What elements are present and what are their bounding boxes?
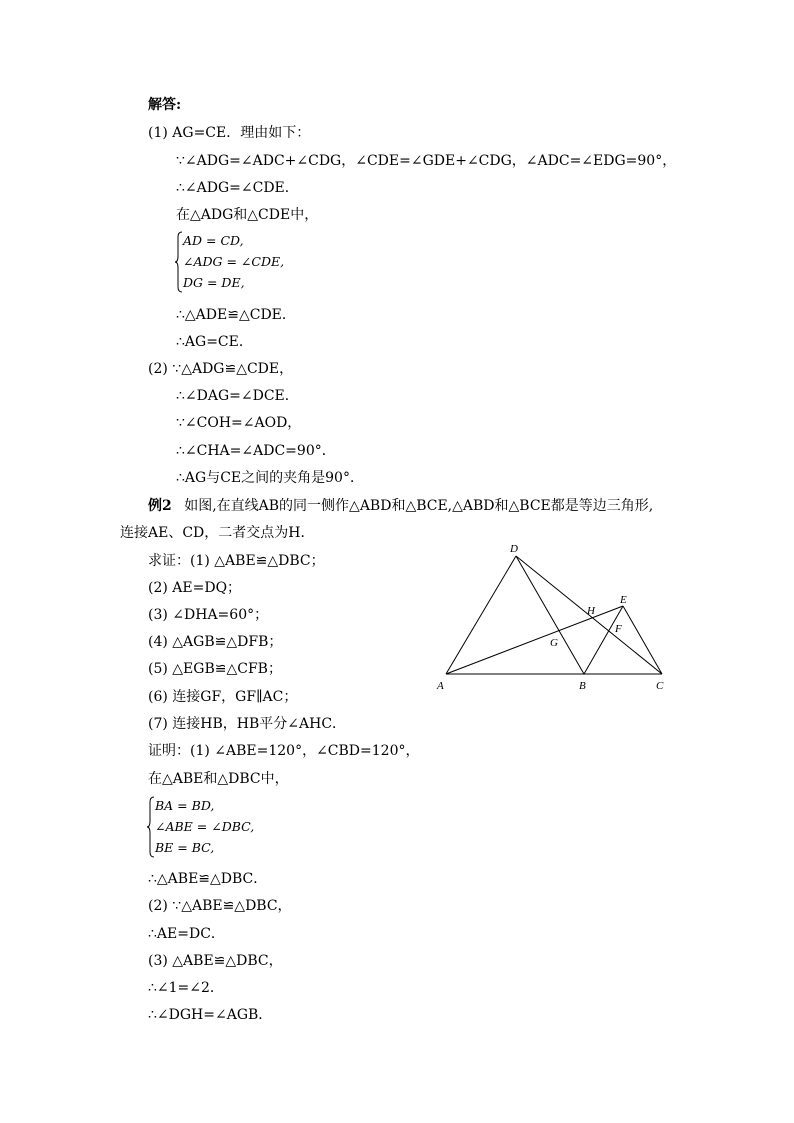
- part2-line4: ∴∠CHA=∠ADC=90°．: [176, 443, 336, 459]
- claim-item-5: (5) △EGB≌△CFB；: [148, 661, 282, 677]
- part2-line1: (2) ∵△ADG≌△CDE，: [148, 361, 294, 377]
- claim-item-3: (3) ∠DHA=60°；: [148, 607, 269, 623]
- proof-line5: ∴AE=DC．: [148, 926, 225, 942]
- claim-item-2: (2) AE=DQ；: [148, 580, 242, 596]
- point-label-C: C: [656, 680, 664, 692]
- part1-line3: ∴∠ADG=∠CDE．: [176, 180, 299, 196]
- point-label-E: E: [620, 594, 627, 606]
- part1-line1: (1) AG=CE．理由如下：: [148, 125, 311, 141]
- claim-item-7: (7) 连接HB，HB平分∠AHC．: [148, 716, 347, 732]
- geometry-figure: [430, 536, 680, 696]
- part1-line2: ∵∠ADG=∠ADC+∠CDG，∠CDE=∠GDE+∠CDG，∠ADC=∠EDG=90°，: [176, 153, 677, 169]
- point-label-H: H: [587, 605, 595, 617]
- part2-line5: ∴AG与CE之间的夹角是90°．: [176, 470, 364, 486]
- system2-row1: BA = BD,: [155, 798, 215, 813]
- line-AD: [446, 556, 516, 674]
- system1-row2: ∠ADG = ∠CDE,: [183, 254, 285, 269]
- claim-item-1: 求证：(1) △ABE≌△DBC；: [148, 553, 325, 569]
- proof-line4: (2) ∵△ABE≌△DBC，: [148, 898, 292, 914]
- example-text: 如图,在直线AB的同一侧作△ABD和△BCE,△ABD和△BCE都是等边三角形,: [184, 498, 654, 514]
- example-label: 例2: [148, 498, 172, 514]
- part1-line6: ∴AG=CE．: [176, 334, 253, 350]
- claim-item-6: (6) 连接GF，GF∥AC；: [148, 689, 298, 705]
- part2-line2: ∴∠DAG=∠DCE．: [176, 388, 299, 404]
- example2-line1: [148, 497, 653, 515]
- point-label-D: D: [510, 543, 518, 555]
- answer-heading: 解答:: [148, 97, 182, 113]
- equation-system-2: [146, 796, 296, 858]
- line-EC: [623, 606, 662, 674]
- system1-row1: AD = CD,: [183, 233, 244, 248]
- proof-line6: (3) △ABE≌△DBC，: [148, 953, 283, 969]
- equation-system-1: [174, 231, 324, 293]
- system2-row2: ∠ABE = ∠DBC,: [155, 819, 255, 834]
- system1-row3: DG = DE,: [183, 275, 245, 290]
- proof-line1: 证明：(1) ∠ABE=120°，∠CBD=120°，: [148, 743, 420, 759]
- system2-row3: BE = BC,: [155, 840, 215, 855]
- part1-line5: ∴△ADE≌△CDE．: [176, 307, 296, 323]
- point-label-G: G: [550, 637, 558, 649]
- line-DB: [516, 556, 584, 674]
- part2-line3: ∵∠COH=∠AOD，: [176, 415, 302, 431]
- proof-line2: 在△ABE和△DBC中，: [148, 771, 289, 787]
- point-label-F: F: [615, 623, 622, 635]
- part1-line4: 在△ADG和△CDE中，: [176, 207, 319, 223]
- point-label-B: B: [579, 680, 586, 692]
- proof-line7: ∴∠1=∠2．: [148, 980, 224, 996]
- line-AE: [446, 606, 623, 674]
- claim-item-4: (4) △AGB≌△DFB；: [148, 634, 283, 650]
- example2-line2: 连接AE、CD，二者交点为H．: [120, 525, 315, 541]
- proof-line3: ∴△ABE≌△DBC．: [148, 871, 268, 887]
- proof-line8: ∴∠DGH=∠AGB．: [148, 1007, 273, 1023]
- point-label-A: A: [437, 680, 444, 692]
